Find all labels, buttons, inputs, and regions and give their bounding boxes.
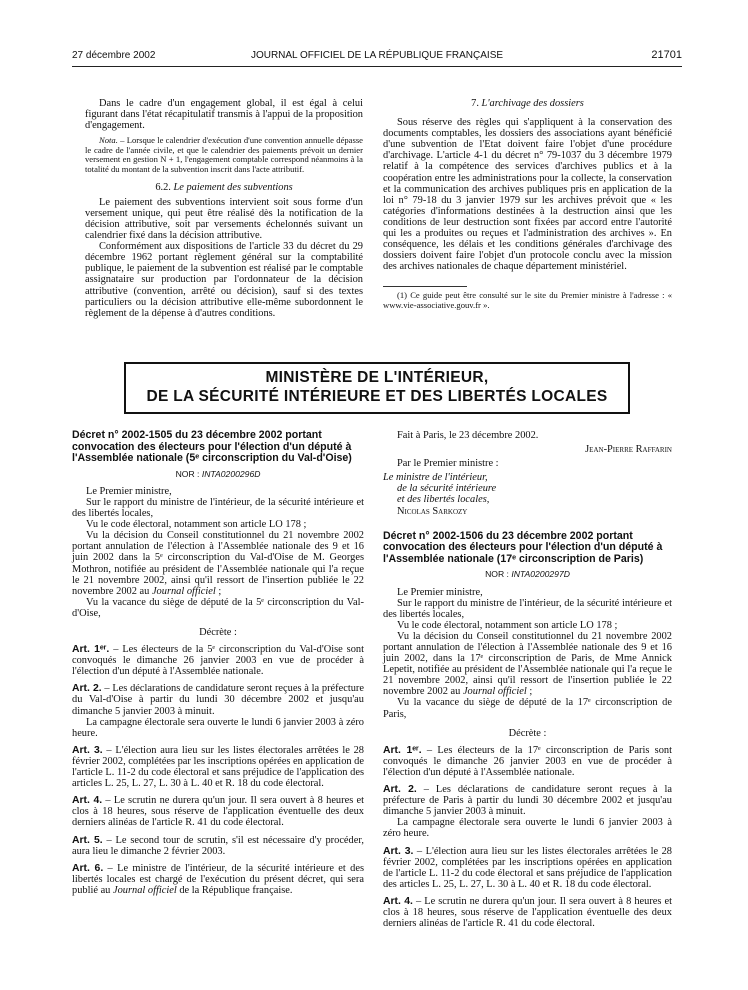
article-2 — [383, 784, 672, 817]
section-title: L'archivage des dossiers — [481, 98, 584, 109]
visa — [383, 631, 672, 698]
visa: Vu la vacance du siège de député de la 5ᵉ circonscription du Val-d'Oise, — [72, 596, 364, 619]
article-2-paragraph: La campagne électorale sera ouverte le lundi 6 janvier 2003 à zéro heure. — [383, 817, 672, 840]
article-label: Art. 5. — [72, 834, 103, 846]
article-text: – L'élection aura lieu sur les listes électorales arrêtées le 28 février 2002, complétées par les inscriptions opérées en application de l'article L. 11-2 du code électoral et sans préjudice de l'application des articles L. 25, L. 27, L. 30 à L. 40 et R. 18 du code électoral. — [72, 744, 365, 790]
article-3 — [383, 846, 672, 890]
minister-title-line-3: et des libertés locales, — [397, 494, 490, 506]
page-header — [72, 50, 682, 66]
nor-code: INTA0200297D — [511, 569, 570, 580]
journal-officiel-ref: Journal officiel — [112, 884, 177, 896]
note-label: Nota. — [99, 135, 118, 146]
decree-nor — [72, 469, 364, 480]
nor-label: NOR : — [175, 468, 202, 479]
nor-code: INTA0200296D — [201, 468, 261, 479]
journal-officiel-ref: Journal officiel — [462, 686, 527, 698]
paragraph: Conformément aux dispositions de l'article 33 du décret du 29 décembre 1962 portant règlement général sur la comptabilité publique, le paiement de la subvention est réalisé par le comptable assignataire sur production par l'ordonnateur de la décision attributive (convention, arrêté ou décision), sauf si des textes particuliers ou la décision attributive elle-même subordonnent le règlement de la dépense à d'autres conditions. — [85, 241, 363, 319]
visa-text: Vu la décision du Conseil constitutionnel du 21 novembre 2002 portant annulation de l'élection à l'Assemblée nationale des 9 et 16 juin 2002, dans la 17ᵉ circonscription de Paris, de Mme Annick Lepetit, notifiée au président de l'Assemblée nationale qui l'a reçue le 21 novembre 2002, ainsi qu'il ressort de l'insertion publiée le 22 novembre 2002 au — [383, 630, 672, 698]
article-2-paragraph: La campagne électorale sera ouverte le lundi 6 janvier 2003 à zéro heure. — [72, 716, 364, 739]
paragraph: Dans le cadre d'un engagement global, il est égal à celui figurant dans l'état récapitulatif transmis à l'appui de la proposition d'engagement. — [85, 98, 363, 132]
article-text: – Le ministre de l'intérieur, de la sécurité intérieure et des libertés locales est chargé de l'exécution du présent décret, qui sera publié au — [72, 862, 364, 896]
top-right-column — [383, 98, 672, 311]
visa-text-end: ; — [215, 585, 222, 597]
decree-intro: Le Premier ministre, — [86, 485, 172, 497]
article-label: Art. 2. — [383, 784, 417, 796]
top-left-column — [85, 98, 363, 319]
header-date: 27 décembre 2002 — [72, 50, 156, 61]
article-label: Art. 6. — [72, 862, 104, 874]
article-1 — [383, 745, 672, 778]
header-rule — [72, 66, 682, 67]
article-text: – Le second tour de scrutin, s'il est nécessaire d'y procéder, aura lieu le dimanche 2 février 2003. — [72, 834, 364, 857]
visa — [72, 530, 364, 597]
visa: Vu le code électoral, notamment son article LO 178 ; — [397, 619, 618, 631]
minister-name: Nicolas Sarkozy — [397, 505, 468, 517]
article-label: Art. 1ᵉʳ. — [72, 644, 110, 656]
decrete: Décrète : — [508, 727, 547, 739]
ministry-banner-line-1: MINISTÈRE DE L'INTÉRIEUR, — [265, 369, 489, 386]
article-5 — [72, 835, 364, 857]
paragraph: Sous réserve des règles qui s'appliquent à la conservation des documents comptables, les dossiers des associations ayant bénéficié d'une subvention de l'Etat doivent faire l'objet d'une procédure d'archivage. L'article 4-1 du décret n° 79-1037 du 3 décembre 1979 relatif à la compétence des services d'archives publics et à la coopération entre les administrations pour la collecte, la conservation et la communication des archives publiques pris en application de la loi n° 79-18 du 3 janvier 1979 sur les archives prévoit que « les catégories d'informations destinées à la destruction ainsi que les conditions de leur destruction sont fixées par accord entre l'autorité qui les a produites ou reçues et l'administration des archives ». En conséquence, les délais et les conditions générales d'archivage des dossiers doivent faire l'objet d'un protocole conclu avec la mission des archives nationales de chaque département ministériel. — [383, 117, 672, 273]
ministry-banner-line-2: DE LA SÉCURITÉ INTÉRIEURE ET DES LIBERTÉS LOCALES — [146, 388, 608, 405]
article-label: Art. 4. — [72, 795, 103, 807]
article-text: – L'élection aura lieu sur les listes électorales arrêtées le 28 février 2002, complétées par les inscriptions opérées en application de l'article L. 11-2 du code électoral et sans préjudice de l'application des articles L. 25, L. 27, L. 30 à L. 40 et R. 18 du code électoral. — [383, 845, 673, 890]
article-4 — [72, 795, 364, 828]
article-label: Art. 3. — [72, 744, 103, 756]
visa-text: Vu la décision du Conseil constitutionnel du 21 novembre 2002 portant annulation de l'élection à l'Assemblée nationale des 9 et 16 juin 2002 dans la 5ᵉ circonscription du Val-d'Oise de M. Georges Mothron, notifiée au président de l'Assemblée nationale qui l'a reçue le 21 novembre 2002, ainsi qu'il ressort de l'insertion publiée le 22 novembre 2002 au — [72, 530, 364, 597]
footnote: (1) Ce guide peut être consulté sur le site du Premier ministre à l'adresse : « www.vie-associative.gouv.fr ». — [383, 290, 672, 310]
note — [85, 136, 363, 174]
decrete: Décrète : — [199, 627, 237, 638]
article-text: – Les déclarations de candidature seront reçues à la préfecture de Paris à partir du lundi 30 décembre 2002 et jusqu'au dimanche 5 janvier 2003 à minuit. — [383, 784, 672, 818]
minister-title — [383, 494, 672, 505]
article-label: Art. 2. — [72, 683, 102, 695]
visa: Sur le rapport du ministre de l'intérieur, de la sécurité intérieure et des libertés locales, — [383, 597, 672, 620]
article-text-end: de la République française. — [176, 884, 293, 896]
header-page-number: 21701 — [651, 49, 682, 61]
minister-title-line-2: de la sécurité intérieure — [397, 483, 497, 495]
header-title: JOURNAL OFFICIEL DE LA RÉPUBLIQUE FRANÇAISE — [250, 50, 504, 61]
minister-title-line-1: Le ministre de l'intérieur, — [383, 472, 488, 484]
note-text: – Lorsque le calendrier d'exécution d'une convention annuelle dépasse le cadre de l'année civile, et que le calendrier des paiements prévoit un dernier versement en gestion N + 1, l'engagement comptable correspond néanmoins à la totalité du montant de la subvention inscrit dans l'acte attributif. — [85, 135, 363, 175]
spacer — [383, 517, 672, 531]
visa: Sur le rapport du ministre de l'intérieur, de la sécurité intérieure et des libertés locales, — [72, 496, 364, 520]
minister-title — [383, 483, 672, 494]
decree-1505 — [72, 430, 364, 896]
article-text: – Le scrutin ne durera qu'un jour. Il sera ouvert à 8 heures et clos à 18 heures, sous réserve de l'application éventuelle des deux derniers alinéas de l'article R. 41 du code électoral. — [383, 895, 672, 930]
article-label: Art. 1ᵉʳ. — [383, 744, 422, 756]
decree-title: Décret n° 2002-1505 du 23 décembre 2002 portant convocation des électeurs pour l'élection d'un député à l'Assemblée nationale (5ᵉ circonscription du Val-d'Oise) — [72, 429, 352, 465]
section-heading-6-2 — [85, 182, 363, 193]
minister-title — [383, 472, 672, 483]
section-title: Le paiement des subventions — [173, 181, 293, 193]
article-1 — [72, 644, 364, 677]
nor-label: NOR : — [485, 569, 512, 580]
article-6 — [72, 863, 364, 896]
section-number: 6.2. — [155, 181, 174, 193]
article-label: Art. 3. — [383, 845, 414, 857]
article-3 — [72, 745, 364, 789]
decree-1506-column — [383, 430, 672, 929]
decree-nor — [383, 569, 672, 580]
article-text: – Les électeurs de la 5ᵉ circonscription du Val-d'Oise sont convoqués le dimanche 26 janvier 2003 en vue de procéder à l'élection d'un député à l'Assemblée nationale. — [72, 644, 364, 678]
par-le-premier-ministre: Par le Premier ministre : — [397, 458, 499, 470]
decree-title: Décret n° 2002-1506 du 23 décembre 2002 portant convocation des électeurs pour l'élection d'un député à l'Assemblée nationale (17ᵉ circonscription de Paris) — [383, 529, 663, 565]
ministry-banner — [124, 362, 630, 414]
article-text: – Les électeurs de la 17ᵉ circonscription de Paris sont convoqués le dimanche 26 janvier 2003 en vue de procéder à l'élection d'un député à l'Assemblée nationale. — [383, 744, 672, 778]
article-4 — [383, 896, 672, 929]
article-label: Art. 4. — [383, 895, 413, 907]
fait-a-paris: Fait à Paris, le 23 décembre 2002. — [397, 430, 539, 441]
visa: Vu la vacance du siège de député de la 17ᵉ circonscription de Paris, — [383, 697, 672, 720]
paragraph: Le paiement des subventions intervient soit sous forme d'un versement unique, qui peut être réalisé dès la notification de la décision attributive, soit par versements échelonnés suivant un calendrier fixé dans la décision attributive. — [85, 196, 363, 242]
premier-ministre-name: Jean-Pierre Raffarin — [585, 444, 672, 456]
section-heading-7 — [383, 98, 672, 109]
article-text: – Les déclarations de candidature seront reçues à la préfecture du Val-d'Oise à partir du lundi 30 décembre 2002 et jusqu'au dimanche 5 janvier 2003 à minuit. — [72, 683, 364, 717]
article-2 — [72, 683, 364, 716]
footnote-rule — [383, 286, 467, 287]
decree-intro: Le Premier ministre, — [397, 586, 483, 598]
article-text: – Le scrutin ne durera qu'un jour. Il sera ouvert à 8 heures et clos à 18 heures, sous réserve de l'application éventuelle des deux derniers alinéas de l'article R. 41 du code électoral. — [72, 795, 365, 829]
visa-text-end: ; — [526, 686, 533, 698]
section-number: 7. — [471, 98, 482, 109]
journal-officiel-ref: Journal officiel — [151, 585, 216, 597]
visa: Vu le code électoral, notamment son article LO 178 ; — [86, 519, 307, 531]
